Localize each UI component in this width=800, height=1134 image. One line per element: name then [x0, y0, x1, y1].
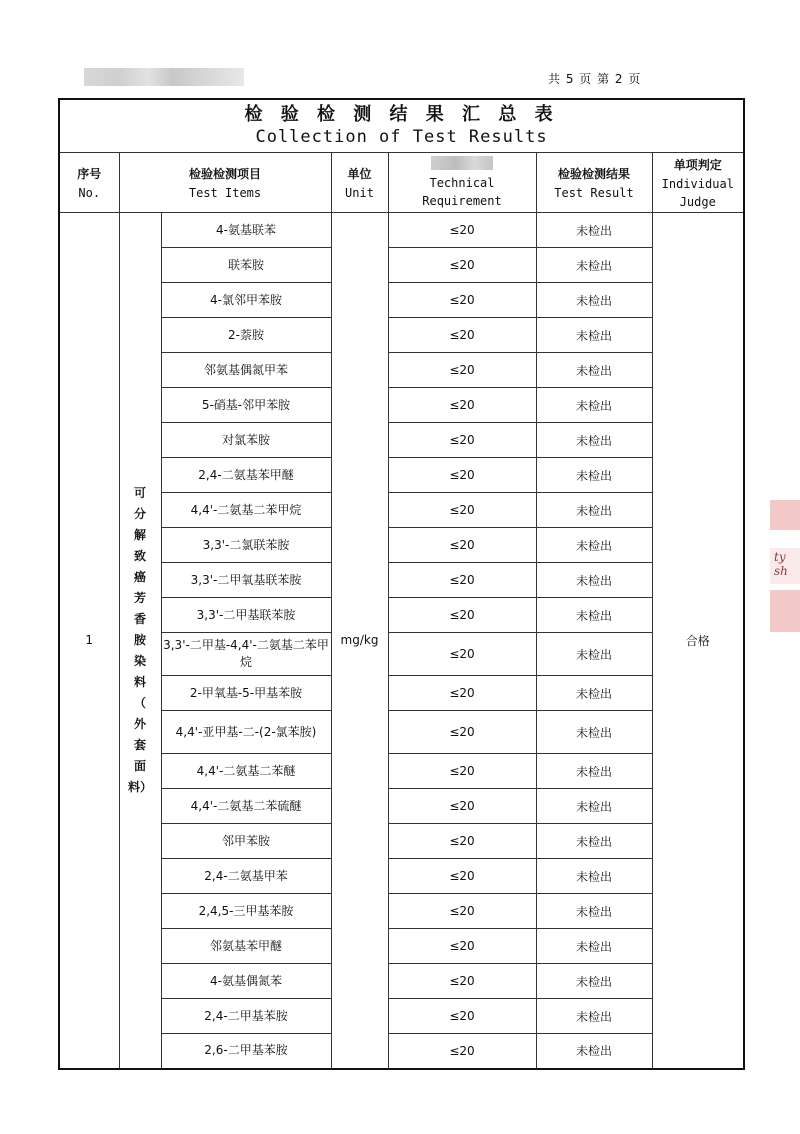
- table-row: [59, 999, 744, 1034]
- category-char: 癌: [133, 569, 146, 584]
- technical-requirement: ≤20: [388, 598, 536, 633]
- col-unit-en: Unit: [345, 185, 374, 200]
- col-result-en: Test Result: [554, 185, 634, 200]
- seal-fragment-top: [770, 500, 800, 530]
- table-row: [59, 1034, 744, 1069]
- col-req-en2: Requirement: [422, 193, 502, 208]
- test-result: 未检出: [536, 929, 652, 964]
- category-char: 分: [133, 506, 146, 521]
- test-item: 邻氨基偶氮甲苯: [161, 353, 331, 388]
- table-row: [59, 353, 744, 388]
- category-char: 料）: [127, 779, 152, 794]
- table-row: [59, 388, 744, 423]
- technical-requirement: ≤20: [388, 388, 536, 423]
- test-result: 未检出: [536, 789, 652, 824]
- test-item: 4,4'-亚甲基-二-(2-氯苯胺): [161, 711, 331, 754]
- col-judge-en2: Judge: [679, 194, 716, 209]
- test-item: 3,3'-二甲氧基联苯胺: [161, 563, 331, 598]
- table-row: [59, 318, 744, 353]
- table-row: [59, 423, 744, 458]
- title-en: Collection of Test Results: [255, 127, 548, 147]
- technical-requirement: ≤20: [388, 754, 536, 789]
- col-unit-cn: 单位: [347, 166, 372, 181]
- technical-requirement: ≤20: [388, 318, 536, 353]
- technical-requirement: ≤20: [388, 283, 536, 318]
- row-seq: 1: [59, 213, 119, 1069]
- test-item: 2,4-二氨基甲苯: [161, 859, 331, 894]
- individual-judge: 合格: [652, 213, 744, 1069]
- test-item: 3,3'-二甲基联苯胺: [161, 598, 331, 633]
- seal-fragment-bottom: [770, 590, 800, 632]
- category-char: 致: [133, 548, 146, 563]
- col-result-header: [536, 153, 652, 213]
- table-row: [59, 633, 744, 676]
- category-char: 染: [133, 653, 146, 668]
- category-char: 胺: [133, 632, 146, 647]
- technical-requirement: ≤20: [388, 248, 536, 283]
- category-char: 料: [133, 674, 146, 689]
- technical-requirement: ≤20: [388, 676, 536, 711]
- table-row: [59, 964, 744, 999]
- col-item-cn: 检验检测项目: [188, 166, 261, 181]
- table-row: [59, 283, 744, 318]
- test-item: 4-氨基联苯: [161, 213, 331, 248]
- test-result: 未检出: [536, 248, 652, 283]
- test-item: 2-萘胺: [161, 318, 331, 353]
- table-row: [59, 528, 744, 563]
- test-result: 未检出: [536, 353, 652, 388]
- test-item: 邻氨基苯甲醚: [161, 929, 331, 964]
- technical-requirement: ≤20: [388, 929, 536, 964]
- table-row: [59, 458, 744, 493]
- table-row: [59, 213, 744, 248]
- test-result: 未检出: [536, 1034, 652, 1069]
- technical-requirement: ≤20: [388, 859, 536, 894]
- col-seq-header: [59, 153, 119, 213]
- technical-requirement: ≤20: [388, 894, 536, 929]
- test-result: 未检出: [536, 711, 652, 754]
- test-item: 5-硝基-邻甲苯胺: [161, 388, 331, 423]
- table-title: [59, 99, 744, 153]
- test-item: 4-氯邻甲苯胺: [161, 283, 331, 318]
- test-result: 未检出: [536, 633, 652, 676]
- technical-requirement: ≤20: [388, 458, 536, 493]
- test-item: 4,4'-二氨基二苯硫醚: [161, 789, 331, 824]
- seal-mark: ty sh: [774, 550, 788, 578]
- category-char: 芳: [133, 590, 146, 605]
- col-req-en1: Technical: [429, 175, 495, 190]
- test-item: 2,4,5-三甲基苯胺: [161, 894, 331, 929]
- test-result: 未检出: [536, 423, 652, 458]
- test-item: 2,4-二氨基苯甲醚: [161, 458, 331, 493]
- technical-requirement: ≤20: [388, 563, 536, 598]
- test-result: 未检出: [536, 824, 652, 859]
- category-char: 面: [133, 758, 146, 773]
- category-char: （: [133, 695, 146, 710]
- test-item: 2,6-二甲基苯胺: [161, 1034, 331, 1069]
- category-label: [119, 213, 161, 1069]
- test-result: 未检出: [536, 754, 652, 789]
- table-row: [59, 598, 744, 633]
- col-seq-cn: 序号: [77, 166, 102, 181]
- table-row: [59, 894, 744, 929]
- technical-requirement: ≤20: [388, 789, 536, 824]
- table-row: [59, 676, 744, 711]
- test-result: 未检出: [536, 563, 652, 598]
- technical-requirement: ≤20: [388, 493, 536, 528]
- table-row: [59, 824, 744, 859]
- test-result: 未检出: [536, 318, 652, 353]
- test-result: 未检出: [536, 676, 652, 711]
- technical-requirement: ≤20: [388, 423, 536, 458]
- technical-requirement: ≤20: [388, 964, 536, 999]
- title-row: [59, 99, 744, 153]
- test-item: 联苯胺: [161, 248, 331, 283]
- col-judge-cn: 单项判定: [673, 157, 722, 172]
- unit-value: mg/kg: [331, 213, 388, 1069]
- col-item-header: [119, 153, 331, 213]
- test-item: 4,4'-二氨基二苯醚: [161, 754, 331, 789]
- category-char: 香: [133, 611, 146, 626]
- test-result: 未检出: [536, 894, 652, 929]
- table-row: [59, 563, 744, 598]
- test-item: 对氯苯胺: [161, 423, 331, 458]
- page-count: 共 5 页 第 2 页: [548, 72, 642, 86]
- category-char: 外: [133, 716, 146, 731]
- test-item: 4,4'-二氨基二苯甲烷: [161, 493, 331, 528]
- test-result: 未检出: [536, 999, 652, 1034]
- test-result: 未检出: [536, 859, 652, 894]
- category-char: 套: [133, 737, 146, 752]
- table-row: [59, 711, 744, 754]
- test-result: 未检出: [536, 213, 652, 248]
- col-unit-header: [331, 153, 388, 213]
- table-row: [59, 859, 744, 894]
- technical-requirement: ≤20: [388, 1034, 536, 1069]
- test-result: 未检出: [536, 598, 652, 633]
- table-row: [59, 493, 744, 528]
- category-char: 可: [133, 485, 146, 500]
- test-result: 未检出: [536, 493, 652, 528]
- col-judge-en1: Individual: [661, 176, 734, 191]
- col-seq-en: No.: [78, 185, 101, 200]
- test-item: 邻甲苯胺: [161, 824, 331, 859]
- col-result-cn: 检验检测结果: [557, 166, 630, 181]
- test-result: 未检出: [536, 283, 652, 318]
- test-result: 未检出: [536, 528, 652, 563]
- test-item: 2-甲氧基-5-甲基苯胺: [161, 676, 331, 711]
- technical-requirement: ≤20: [388, 711, 536, 754]
- technical-requirement: ≤20: [388, 824, 536, 859]
- table-row: [59, 754, 744, 789]
- table-row: [59, 248, 744, 283]
- col-req-header: [388, 153, 536, 213]
- technical-requirement: ≤20: [388, 633, 536, 676]
- title-cn: 检 验 检 测 结 果 汇 总 表: [244, 104, 559, 125]
- test-item: 3,3'-二氯联苯胺: [161, 528, 331, 563]
- results-table: [58, 98, 745, 1070]
- col-judge-header: [652, 153, 744, 213]
- test-result: 未检出: [536, 964, 652, 999]
- redacted-req-cn: [431, 156, 493, 170]
- test-result: 未检出: [536, 388, 652, 423]
- technical-requirement: ≤20: [388, 213, 536, 248]
- technical-requirement: ≤20: [388, 999, 536, 1034]
- col-item-en: Test Items: [188, 185, 262, 200]
- technical-requirement: ≤20: [388, 528, 536, 563]
- redacted-header-text: [84, 68, 244, 86]
- category-char: 解: [133, 527, 146, 542]
- header-row: [59, 153, 744, 213]
- test-item: 3,3'-二甲基-4,4'-二氨基二苯甲烷: [161, 633, 331, 676]
- test-item: 2,4-二甲基苯胺: [161, 999, 331, 1034]
- table-row: [59, 789, 744, 824]
- test-item: 4-氨基偶氮苯: [161, 964, 331, 999]
- technical-requirement: ≤20: [388, 353, 536, 388]
- table-row: [59, 929, 744, 964]
- test-result: 未检出: [536, 458, 652, 493]
